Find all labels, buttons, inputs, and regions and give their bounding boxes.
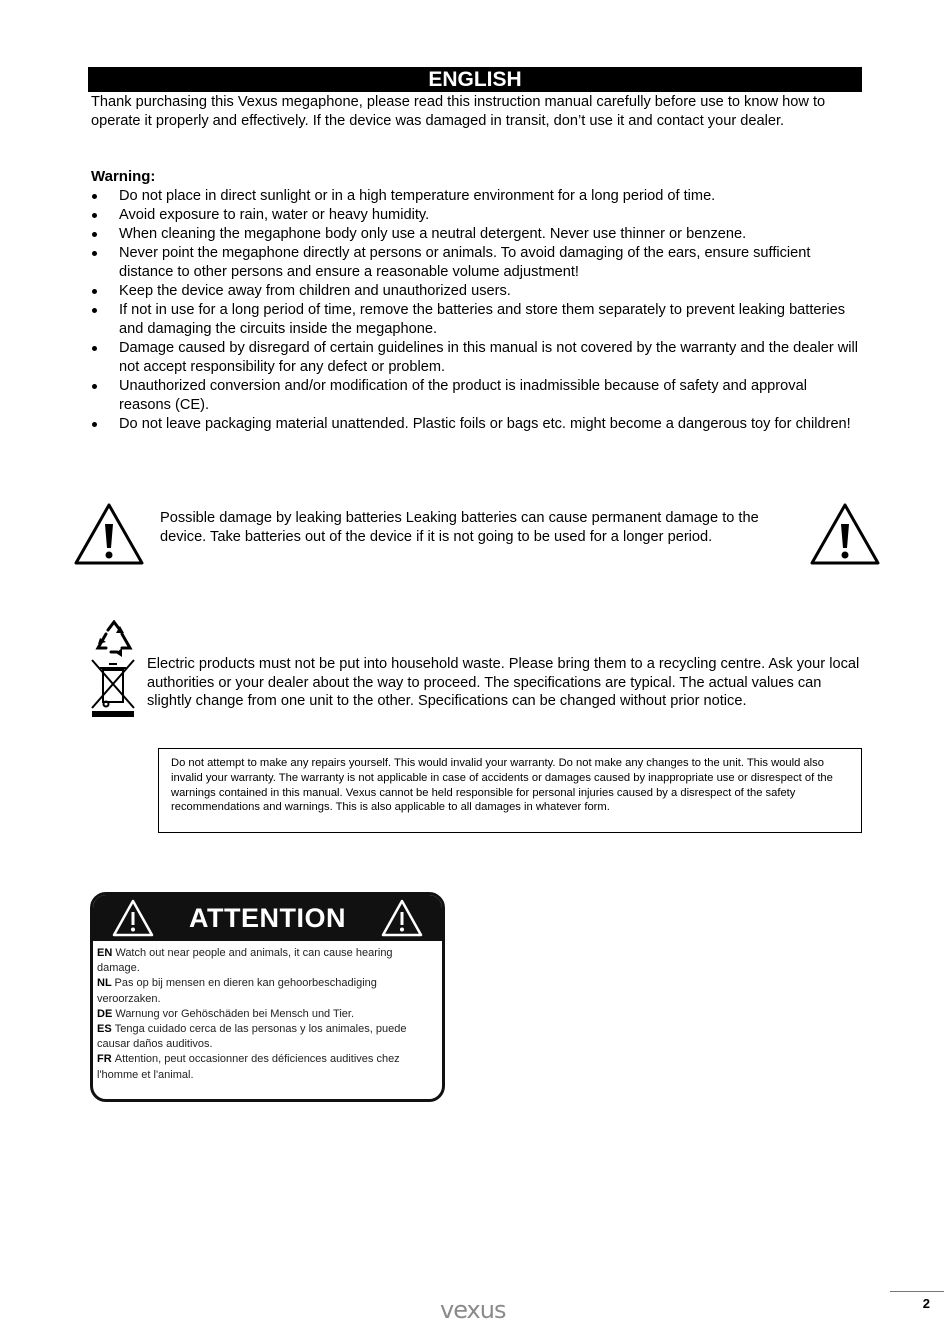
attention-line-nl: NL Pas op bij mensen en dieren kan gehoorbeschadiging veroorzaken. bbox=[97, 977, 377, 1005]
warning-triangle-icon bbox=[73, 502, 145, 566]
warning-triangle-icon bbox=[809, 502, 881, 566]
list-item: Keep the device away from children and unauthorized users. bbox=[91, 282, 861, 301]
attention-label bbox=[90, 892, 445, 1102]
attention-header bbox=[93, 895, 442, 941]
list-item: Never point the megaphone directly at persons or animals. To avoid damaging of the ears, ensure sufficient distance to other persons and ensure a reasonable volume adjustment! bbox=[91, 244, 861, 282]
list-item: Damage caused by disregard of certain guidelines in this manual is not covered by the warranty and the dealer will not accept responsibility for any defect or problem. bbox=[91, 339, 861, 377]
vexus-logo: vexus bbox=[440, 1296, 506, 1324]
recycle-icon bbox=[92, 620, 136, 658]
weee-bin-icon bbox=[90, 658, 136, 718]
warning-heading: Warning: bbox=[91, 168, 156, 185]
warning-list bbox=[91, 187, 861, 434]
attention-title: ATTENTION bbox=[189, 903, 346, 933]
footer-divider bbox=[890, 1291, 944, 1292]
list-item: If not in use for a long period of time, remove the batteries and store them separately to prevent leaking batteries and damaging the circuits inside the megaphone. bbox=[91, 301, 861, 339]
intro-paragraph: Thank purchasing this Vexus megaphone, please read this instruction manual carefully before use to know how to operate it properly and effectively. If the device was damaged in transit, don’t use it and contact your dealer. bbox=[91, 94, 826, 129]
attention-line-en: EN Watch out near people and animals, it can cause hearing damage. bbox=[97, 947, 393, 975]
list-item: Do not leave packaging material unattended. Plastic foils or bags etc. might become a dangerous toy for children! bbox=[91, 415, 861, 434]
attention-line-fr: FR Attention, peut occasionner des déficiences auditives chez l'homme et l'animal. bbox=[97, 1053, 400, 1081]
attention-line-de: DE Warnung vor Gehöschäden bei Mensch und Tier. bbox=[97, 1007, 355, 1020]
page-number: 2 bbox=[922, 1296, 930, 1311]
attention-line-es: ES Tenga cuidado cerca de las personas y los animales, puede causar daños auditivos. bbox=[97, 1023, 407, 1051]
list-item: When cleaning the megaphone body only use a neutral detergent. Never use thinner or benzene. bbox=[91, 225, 861, 244]
warning-triangle-icon bbox=[380, 898, 424, 938]
recycle-notice: Electric products must not be put into household waste. Please bring them to a recycling centre. Ask your local authorities or your dealer about the way to proceed. The specifications are typical. The actual values can slightly change from one unit to the other. Specifications can be changed without prior notice. bbox=[147, 656, 860, 710]
list-item: Avoid exposure to rain, water or heavy humidity. bbox=[91, 206, 861, 225]
attention-text bbox=[93, 941, 442, 1083]
warranty-disclaimer-box: Do not attempt to make any repairs yourself. This would invalid your warranty. Do not make any changes to the unit. This would also invalid your warranty. The warranty is not applicable in case of accidents or damages caused by inappropriate use or disrespect of the warnings contained in this manual. Vexus cannot be held responsible for personal injuries caused by a disrespect of the safety recommendations and warnings. This is also applicable to all damages in whatever form. bbox=[158, 748, 862, 833]
list-item: Do not place in direct sunlight or in a high temperature environment for a long period of time. bbox=[91, 187, 861, 206]
battery-notice: Possible damage by leaking batteries Leaking batteries can cause permanent damage to the device. Take batteries out of the device if it is not going to be used for a longer period. bbox=[160, 510, 759, 545]
language-header: ENGLISH bbox=[88, 67, 862, 92]
list-item: Unauthorized conversion and/or modification of the product is inadmissible because of safety and approval reasons (CE). bbox=[91, 377, 861, 415]
